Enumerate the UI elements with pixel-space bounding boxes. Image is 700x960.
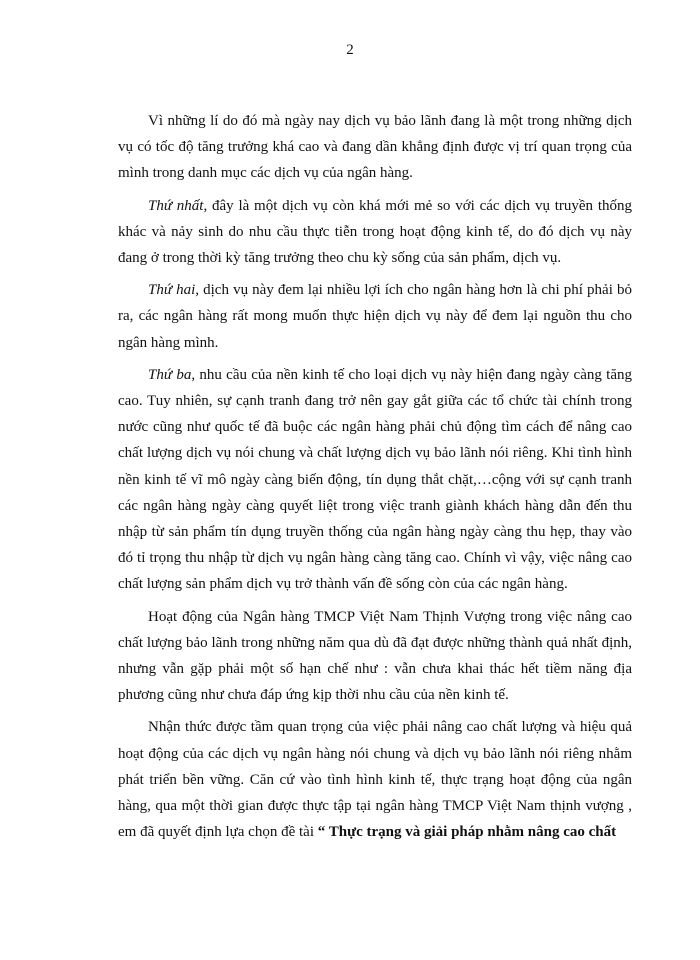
paragraph-text: Vì những lí do đó mà ngày nay dịch vụ bảo lãnh đang là một trong những dịch vụ có tốc độ tăng trưởng khá cao và đang dần khẳng định được vị trí quan trọng của mình trong danh mục các dịch vụ của ngân hàng. — [118, 113, 632, 182]
paragraph — [118, 277, 632, 356]
paragraph-lead: Thứ nhất — [148, 197, 204, 214]
paragraph-text: , nhu cầu của nền kinh tế cho loại dịch vụ này hiện đang ngày càng tăng cao. Tuy nhiên, sự cạnh tranh đang trở nên gay gắt giữa các tổ chức tài chính trong nước cũng như quốc tế đã buộc các ngân hàng phải chủ động tìm cách để nâng cao chất lượng dịch vụ nói chung và chất lượng dịch vụ bảo lãnh nói riêng. Khi tình hình nền kinh tế vĩ mô ngày càng biến động, tín dụng thắt chặt,…cộng với sự cạnh tranh các ngân hàng ngày càng quyết liệt trong việc tranh giành khách hàng dẫn đến thu nhập từ sản phẩm tín dụng truyền thống của ngân hàng ngày càng thu hẹp, thay vào đó tỉ trọng thu nhập từ dịch vụ ngân hàng càng tăng cao. Chính vì vậy, việc nâng cao chất lượng sản phẩm dịch vụ trở thành vấn đề sống còn của các ngân hàng. — [118, 366, 632, 593]
page-number: 2 — [346, 42, 354, 58]
paragraph — [118, 362, 632, 598]
paragraph-lead: Thứ hai — [148, 282, 196, 299]
paragraph — [118, 193, 632, 272]
paragraph — [118, 108, 632, 187]
paragraph-text: , dịch vụ này đem lại nhiều lợi ích cho ngân hàng hơn là chi phí phải bỏ ra, các ngân hàng rất mong muốn thực hiện dịch vụ này để đem lại nguồn thu cho ngân hàng mình. — [118, 282, 632, 351]
thesis-title: “ Thực trạng và giải pháp nhằm nâng cao chất — [317, 824, 617, 841]
paragraph — [118, 714, 632, 845]
paragraph-lead: Thứ ba — [148, 366, 192, 383]
document-body — [118, 108, 632, 845]
paragraph-text: Hoạt động của Ngân hàng TMCP Việt Nam Thịnh Vượng trong việc nâng cao chất lượng bảo lãnh trong những năm qua dù đã đạt được những thành quả nhất định, nhưng vẫn gặp phải một số hạn chế như : vẫn chưa khai thác hết tiềm năng địa phương cũng như chưa đáp ứng kịp thời nhu cầu của nền kinh tế. — [118, 608, 632, 704]
paragraph-text: Nhận thức được tầm quan trọng của việc phải nâng cao chất lượng và hiệu quả hoạt động của các dịch vụ ngân hàng nói chung và dịch vụ bảo lãnh nói riêng nhằm phát triển bền vững. Căn cứ vào tình hình kinh tế, thực trạng hoạt động của ngân hàng, qua một thời gian được thực tập tại ngân hàng TMCP Việt Nam thịnh vượng , em đã quyết định lựa chọn đề tài — [118, 719, 632, 841]
paragraph-text: , đây là một dịch vụ còn khá mới mẻ so với các dịch vụ truyền thống khác và nảy sinh do nhu cầu thực tiễn trong hoạt động kinh tế, do đó dịch vụ này đang ở trong thời kỳ tăng trưởng theo chu kỳ sống của sản phẩm, dịch vụ. — [118, 197, 632, 267]
paragraph — [118, 604, 632, 709]
